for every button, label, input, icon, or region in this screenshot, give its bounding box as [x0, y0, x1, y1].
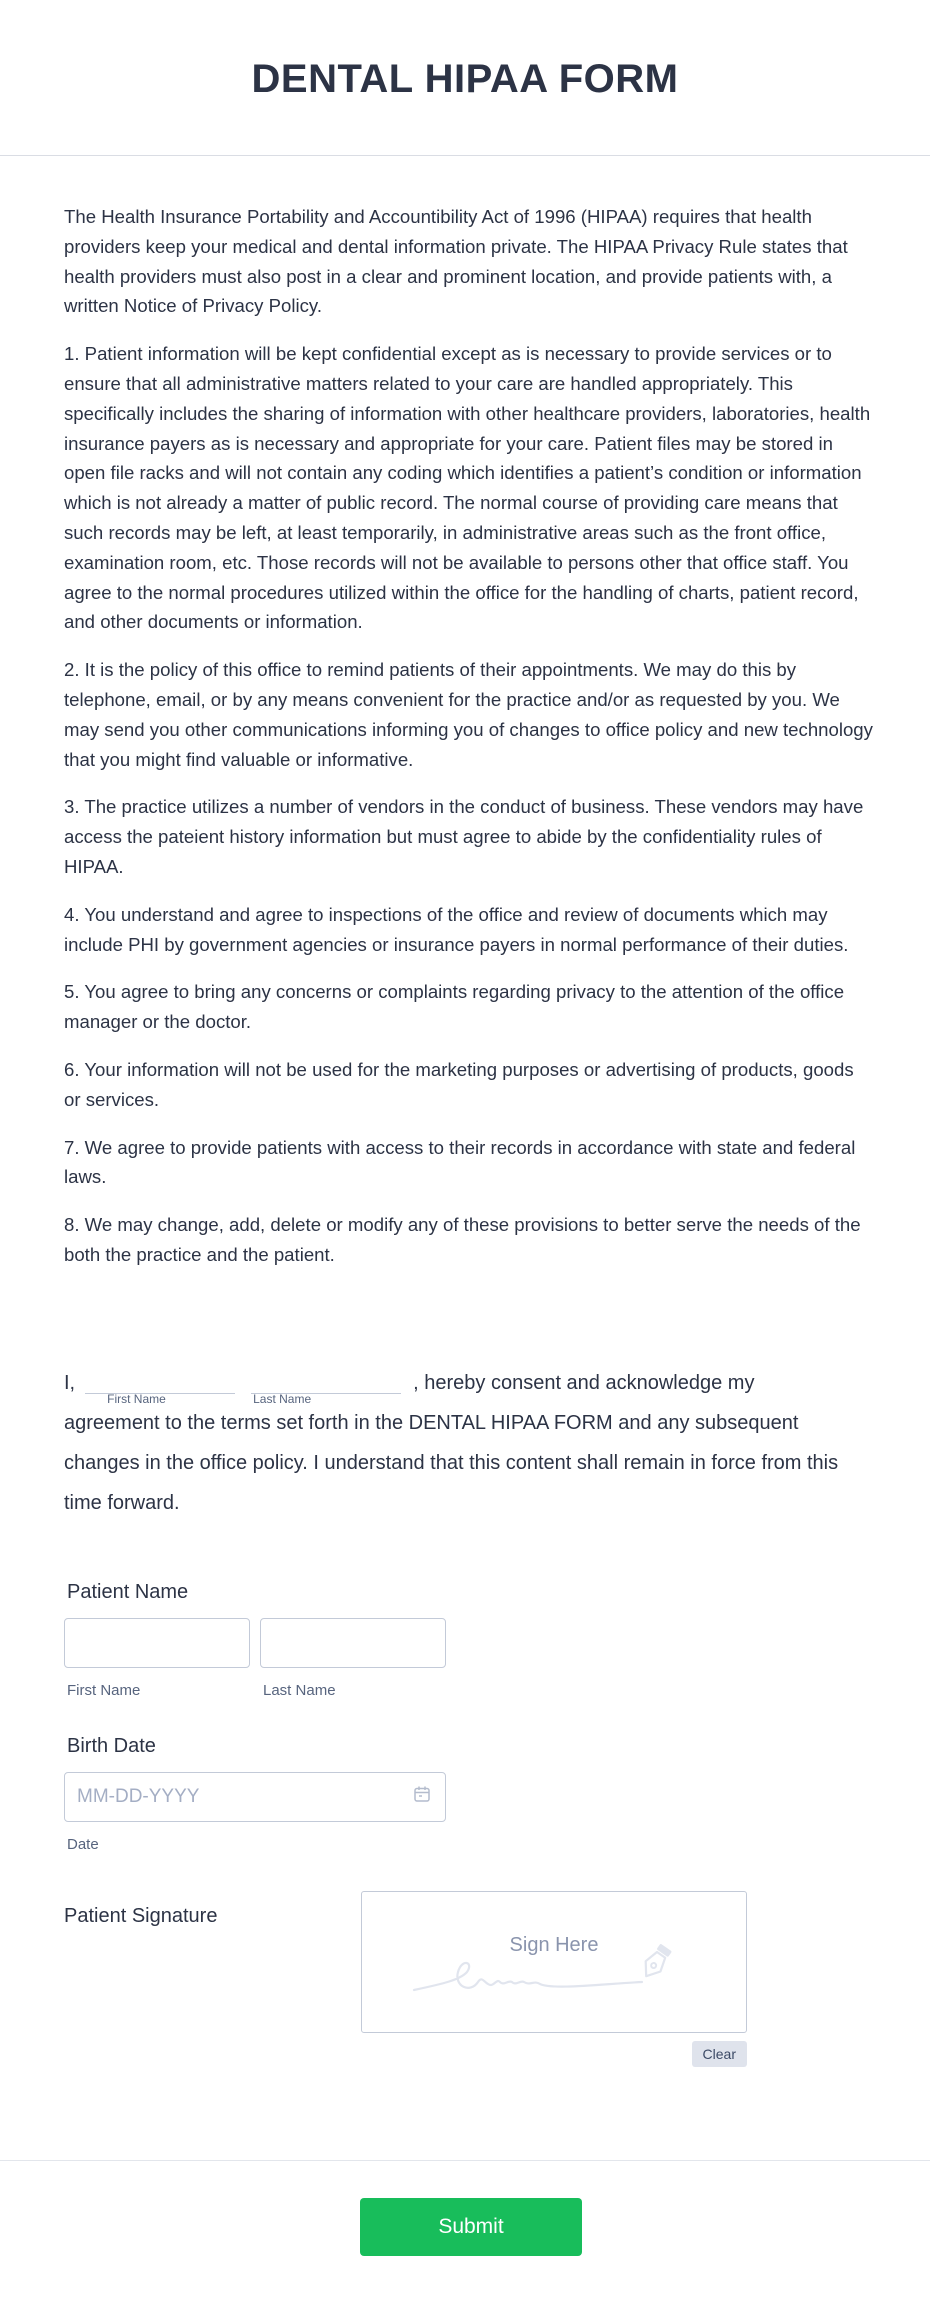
first-name-input[interactable] [64, 1618, 250, 1668]
birth-date-placeholder: MM-DD-YYYY [77, 1785, 200, 1807]
policy-item-6: 6. Your information will not be used for the marketing purposes or advertising of products, goods or services. [64, 1058, 854, 1110]
policy-item-5: 5. You agree to bring any concerns or complaints regarding privacy to the attention of the office manager or the doctor. [64, 981, 845, 1033]
pen-icon [639, 1942, 674, 1981]
consent-prefix: I, [64, 1371, 76, 1394]
page-title: DENTAL HIPAA FORM [251, 57, 679, 101]
first-name-sublabel: First Name [67, 1681, 141, 1699]
intro-paragraph: The Health Insurance Portability and Accountibility Act of 1996 (HIPAA) requires that health providers keep your medical and dental information private. The HIPAA Privacy Rule states that health providers must also post in a clear and prominent location, and provide patients with, a written Notice of Privacy Policy. [64, 206, 848, 317]
signature-pad[interactable] [361, 1891, 747, 2033]
last-name-input[interactable] [260, 1618, 446, 1668]
policy-item-2: 2. It is the policy of this office to remind patients of their appointments. We may do this by telephone, email, or by any means convenient for the practice and/or as requested by you. We may send you other communications informing you of changes to office policy and new technology that you might find valuable or informative. [64, 659, 873, 770]
consent-rest-text: agreement to the terms set forth in the DENTAL HIPAA FORM and any subsequent changes in the office policy. I understand that this content shall remain in force from this time forward. [64, 1411, 839, 1514]
policy-item-8: 8. We may change, add, delete or modify any of these provisions to better serve the needs of the both the practice and the patient. [64, 1214, 861, 1265]
consent-last-name-label: Last Name [253, 1391, 312, 1406]
policy-item-4: 4. You understand and agree to inspections of the office and review of documents which may include PHI by government agencies or insurance payers in normal performance of their duties. [64, 903, 849, 955]
policy-item-7: 7. We agree to provide patients with access to their records in accordance with state and federal laws. [64, 1136, 856, 1188]
birth-date-section [64, 1735, 875, 1853]
consent-after-text: , hereby consent and acknowledge my [413, 1371, 755, 1394]
consent-first-name-label: First Name [107, 1391, 166, 1406]
form-header [0, 0, 930, 156]
birth-date-input[interactable] [64, 1772, 446, 1822]
form-footer-divider [0, 2160, 930, 2161]
consent-first-name-field[interactable] [85, 1363, 235, 1406]
signature-section [64, 1891, 875, 2062]
calendar-icon[interactable] [413, 1785, 431, 1808]
last-name-sublabel: Last Name [263, 1681, 336, 1699]
patient-name-section [64, 1581, 875, 1699]
policy-item-1: 1. Patient information will be kept confidential except as is necessary to provide services or to ensure that all administrative matters related to your care are handled appropriately. This specifically includes the sharing of information with other healthcare providers, laboratories, health insurance payers as is necessary and appropriate for your care. Patient files may be stored in open file racks and will not contain any coding which identifies a patient’s condition or information which is not already a matter of public record. The normal course of providing care means that such records may be left, at least temporarily, in administrative areas such as the front office, examination room, etc. Those records will not be available to persons other that office staff. You agree to the normal procedures utilized within the office for the handling of charts, patient record, and other documents or information. [64, 343, 871, 633]
submit-button[interactable]: Submit [360, 2198, 582, 2256]
consent-statement [64, 1363, 875, 1523]
policy-item-3: 3. The practice utilizes a number of vendors in the conduct of business. These vendors may have access the pateient history information but must agree to abide by the confidentiality rules of HIPAA. [64, 796, 864, 877]
patient-name-label: Patient Name [67, 1580, 189, 1603]
signature-label: Patient Signature [64, 1904, 218, 1927]
signature-placeholder: Sign Here [509, 1933, 599, 1956]
signature-scribble-icon [412, 1932, 702, 2002]
birth-date-label: Birth Date [67, 1734, 156, 1757]
form-content [0, 156, 930, 2062]
birth-date-sublabel: Date [67, 1835, 99, 1853]
consent-last-name-field[interactable] [251, 1363, 401, 1406]
clear-signature-button[interactable]: Clear [692, 2041, 747, 2067]
